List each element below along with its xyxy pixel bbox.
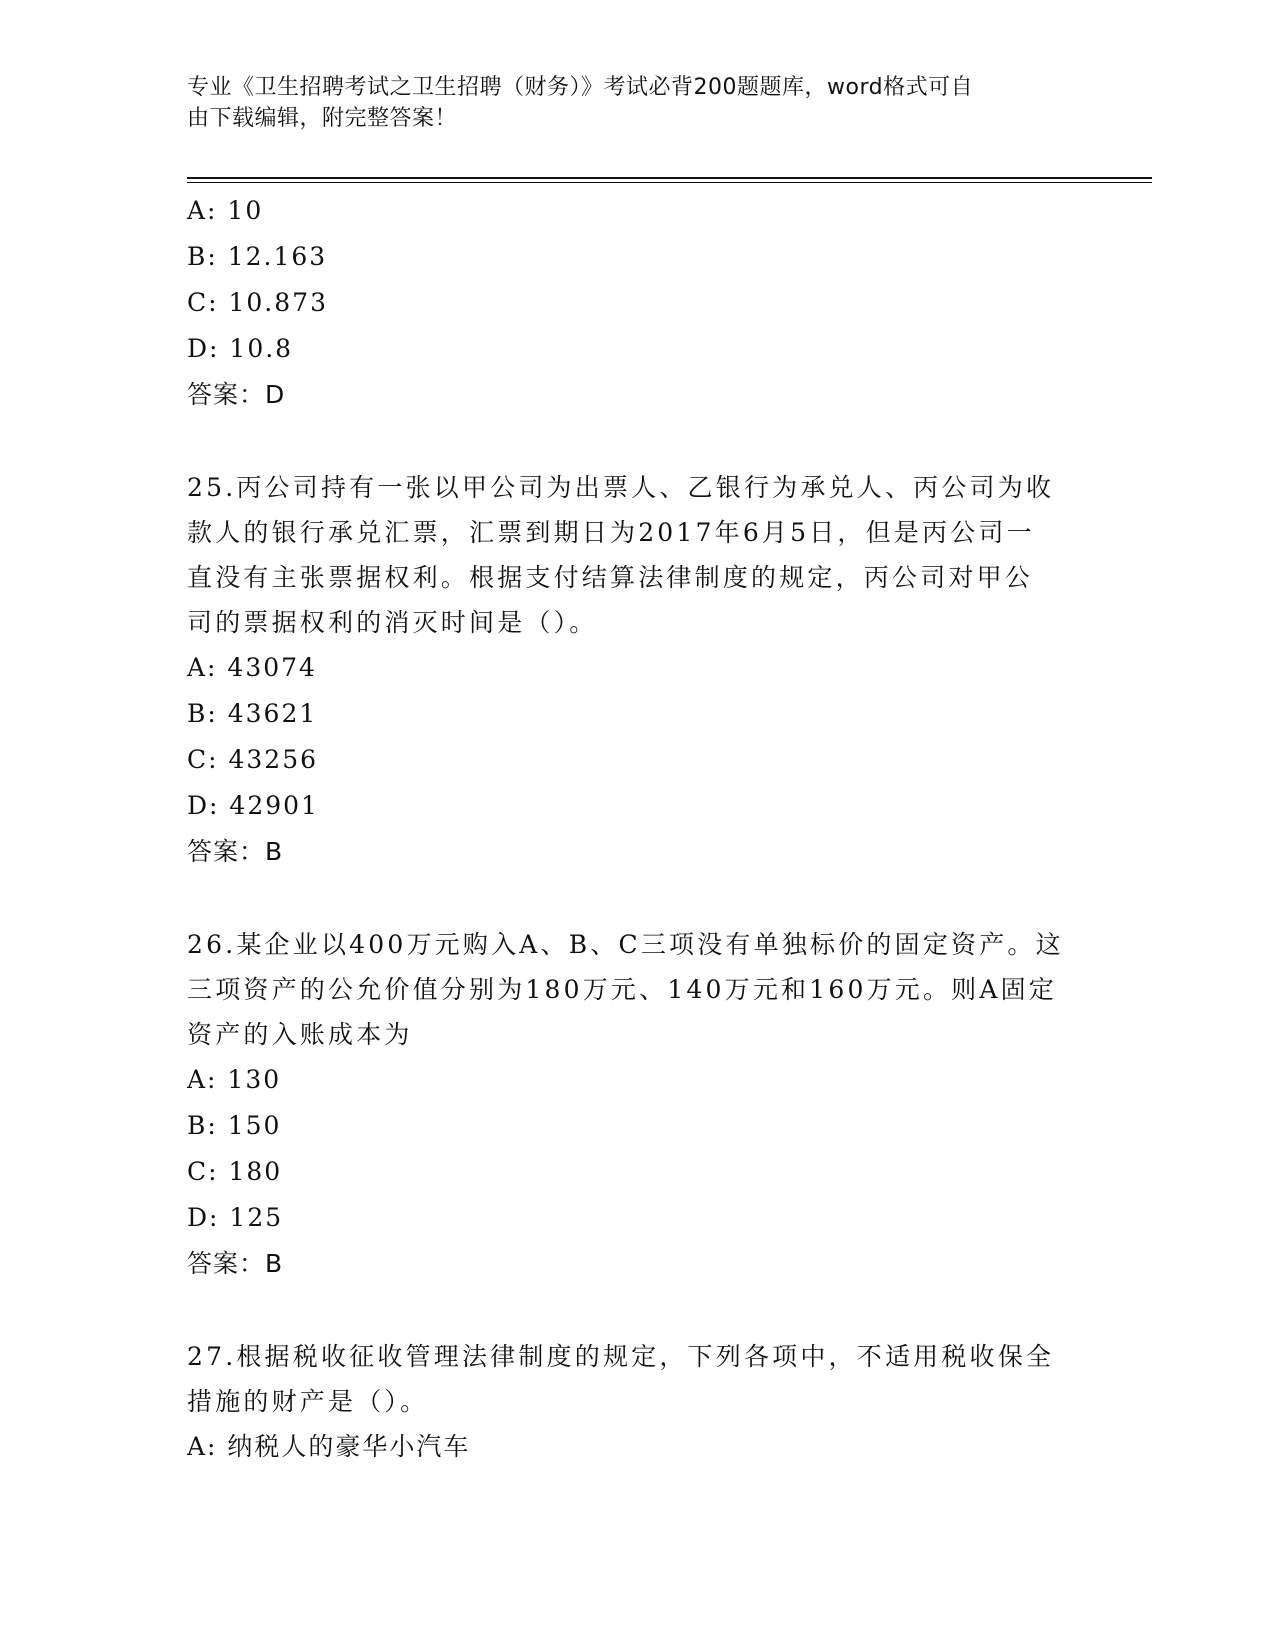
option-d: D: 42901 xyxy=(187,791,319,820)
question-text-line: 款人的银行承兑汇票，汇票到期日为2017年6月5日，但是丙公司一 xyxy=(187,518,1035,547)
answer-label: 答案：B xyxy=(187,837,284,866)
question-27 xyxy=(187,1334,1087,1470)
question-text-line: 司的票据权利的消灭时间是（）。 xyxy=(187,608,598,637)
question-text-line: 三项资产的公允价值分别为180万元、140万元和160万元。则A固定 xyxy=(187,975,1058,1004)
answer-label: 答案：B xyxy=(187,1249,284,1278)
question-text-line: 直没有主张票据权利。根据支付结算法律制度的规定，丙公司对甲公 xyxy=(187,563,1034,592)
option-c: C: 180 xyxy=(187,1157,283,1186)
question-26 xyxy=(187,922,1087,1287)
question-text-line: 资产的入账成本为 xyxy=(187,1020,413,1049)
option-a: A: 纳税人的豪华小汽车 xyxy=(187,1432,471,1461)
question-24-tail xyxy=(187,188,1087,418)
option-d: D: 10.8 xyxy=(187,334,294,363)
document-header xyxy=(187,72,1067,134)
question-text-line: 26.某企业以400万元购入A、B、C三项没有单独标价的固定资产。这 xyxy=(187,930,1064,959)
option-a: A: 10 xyxy=(187,196,264,225)
option-c: C: 10.873 xyxy=(187,288,328,317)
header-line-1: 专业《卫生招聘考试之卫生招聘（财务）》考试必背200题题库，word格式可自 xyxy=(187,75,974,100)
option-c: C: 43256 xyxy=(187,745,319,774)
answer-label: 答案：D xyxy=(187,380,286,409)
question-25 xyxy=(187,465,1087,875)
header-line-2: 由下载编辑，附完整答案！ xyxy=(187,106,458,131)
header-rule-thick xyxy=(187,177,1152,179)
document-body xyxy=(187,188,1087,1470)
header-rule-thin xyxy=(187,182,1152,183)
question-text-line: 措施的财产是（）。 xyxy=(187,1387,429,1416)
option-b: B: 43621 xyxy=(187,699,318,728)
option-a: A: 43074 xyxy=(187,653,317,682)
question-text-line: 27.根据税收征收管理法律制度的规定，下列各项中，不适用税收保全 xyxy=(187,1342,1055,1371)
question-text-line: 25.丙公司持有一张以甲公司为出票人、乙银行为承兑人、丙公司为收 xyxy=(187,473,1055,502)
option-a: A: 130 xyxy=(187,1065,282,1094)
option-b: B: 150 xyxy=(187,1111,282,1140)
option-b: B: 12.163 xyxy=(187,242,328,271)
option-d: D: 125 xyxy=(187,1203,284,1232)
